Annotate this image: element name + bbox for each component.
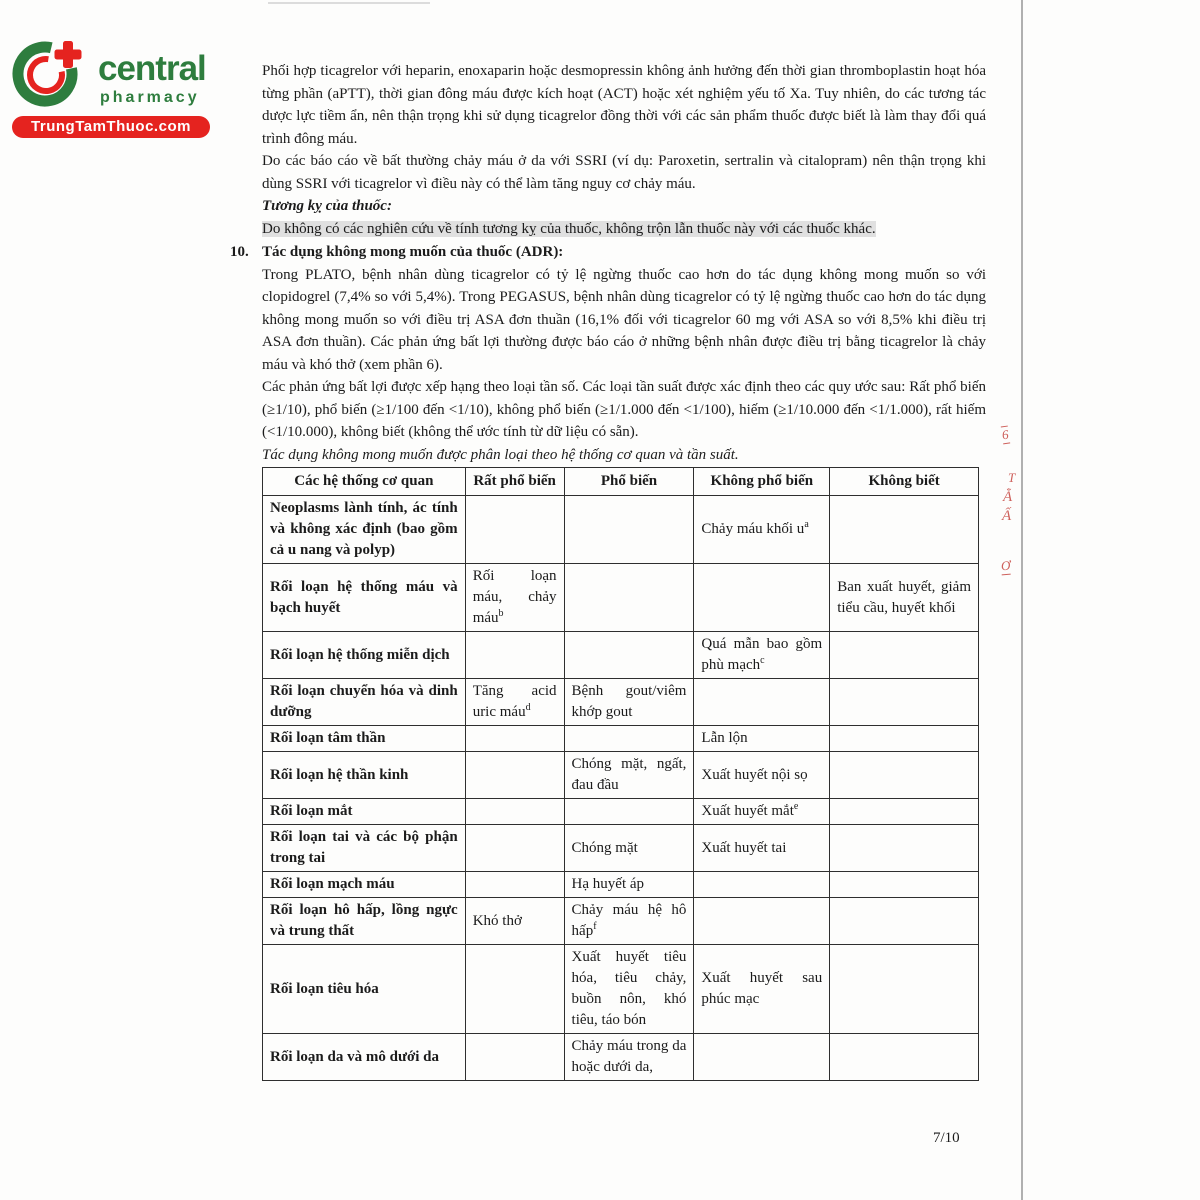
central-pharmacy-logo xyxy=(12,34,222,144)
table-cell: Lẫn lộn xyxy=(694,726,830,752)
organ-system-cell: Rối loạn chuyển hóa và dinh dưỡng xyxy=(263,679,466,726)
adr-frequency-table xyxy=(262,467,979,1081)
table-cell: Bệnh gout/viêm khớp gout xyxy=(564,679,694,726)
table-cell xyxy=(564,799,694,825)
organ-system-cell: Rối loạn hệ thống máu và bạch huyết xyxy=(263,564,466,632)
organ-system-cell: Rối loạn tiêu hóa xyxy=(263,945,466,1034)
table-cell xyxy=(465,825,564,872)
table-cell xyxy=(830,898,979,945)
table-cell xyxy=(465,872,564,898)
organ-system-cell: Neoplasms lành tính, ác tính và không xác định (bao gồm cả u nang và polyp) xyxy=(263,496,466,564)
table-cell xyxy=(694,898,830,945)
table-row xyxy=(263,496,979,564)
table-cell: Rối loạn máu, chảy máu$^b$ xyxy=(465,564,564,632)
pharmacy-c-plus-icon xyxy=(12,36,92,112)
table-cell: Xuất huyết nội sọ xyxy=(694,752,830,799)
organ-system-cell: Rối loạn mạch máu xyxy=(263,872,466,898)
table-cell: Xuất huyết tiêu hóa, tiêu chảy, buồn nôn, khó tiêu, táo bón xyxy=(564,945,694,1034)
table-cell: Chảy máu khối $u^a$ xyxy=(694,496,830,564)
table-cell: Khó thở xyxy=(465,898,564,945)
organ-system-cell: Rối loạn hô hấp, lồng ngực và trung thất xyxy=(263,898,466,945)
logo-site-banner: TrungTamThuoc.com xyxy=(12,116,210,138)
table-row xyxy=(263,726,979,752)
table-row xyxy=(263,945,979,1034)
margin-red-fragment: Ơ xyxy=(1000,557,1011,574)
paragraph-frequency-definitions: Các phản ứng bất lợi được xếp hạng theo loại tần số. Các loại tần suất được xác định theo các quy ước sau: Rất phổ biến (≥1/10), phổ biến (≥1/100 đến <1/10), không phổ biến (≥1/1.000 đến <1/100), hiếm (≥1/10.000 đến <1/1.000), rất hiếm (<1/10.000), không biết (không thể ước tính từ dữ liệu có sẵn). xyxy=(262,379,986,440)
organ-system-cell: Rối loạn hệ thống miễn dịch xyxy=(263,632,466,679)
table-cell xyxy=(465,1034,564,1081)
table-row xyxy=(263,825,979,872)
table-header-cell: Không biết xyxy=(830,468,979,496)
table-row xyxy=(263,799,979,825)
incompatibility-text xyxy=(262,218,986,241)
adr-table-header xyxy=(263,468,979,496)
paragraph-interaction-coagulation: Phối hợp ticagrelor với heparin, enoxaparin hoặc desmopressin không ảnh hưởng đến thời gian thromboplastin hoạt hóa từng phần (aPTT), thời gian đông máu được kích hoạt (ACT) hoặc xét nghiệm yếu tố Xa. Tuy nhiên, do các tương tác dược lực tiềm ẩn, nên thận trọng khi sử dụng ticagrelor đồng thời với các sản phẩm thuốc được biết là làm thay đổi quá trình đông máu. xyxy=(262,63,986,147)
table-row xyxy=(263,898,979,945)
table-cell xyxy=(830,825,979,872)
table-row xyxy=(263,632,979,679)
document-body xyxy=(230,60,986,1081)
table-row xyxy=(263,1034,979,1081)
table-cell xyxy=(564,632,694,679)
margin-red-fragment: 6 xyxy=(1000,426,1010,443)
margin-red-fragment: Ấ xyxy=(1002,508,1012,524)
adr-table-body xyxy=(263,496,979,1081)
table-cell xyxy=(564,726,694,752)
page-number: 7/10 xyxy=(933,1130,960,1146)
table-cell xyxy=(465,726,564,752)
table-cell xyxy=(694,1034,830,1081)
section-10-heading xyxy=(230,241,986,264)
table-row xyxy=(263,564,979,632)
table-cell: Chóng mặt, ngất, đau đầu xyxy=(564,752,694,799)
table-cell: Ban xuất huyết, giảm tiểu cầu, huyết khối xyxy=(830,564,979,632)
table-cell xyxy=(694,679,830,726)
table-cell xyxy=(830,752,979,799)
table-cell xyxy=(564,496,694,564)
table-row xyxy=(263,679,979,726)
logo-brand-subtext: pharmacy xyxy=(100,89,200,106)
table-cell xyxy=(830,679,979,726)
incompatibility-heading: Tương kỵ của thuốc: xyxy=(262,198,392,214)
table-cell xyxy=(830,632,979,679)
margin-red-fragment: T xyxy=(1008,470,1016,485)
table-cell xyxy=(564,564,694,632)
paragraph-ssri-warning: Do các báo cáo về bất thường chảy máu ở da với SSRI (ví dụ: Paroxetin, sertralin và citalopram) nên thận trọng khi dùng SSRI với ticagrelor vì điều này có thể làm tăng nguy cơ chảy máu. xyxy=(262,153,986,192)
table-header-cell: Phổ biến xyxy=(564,468,694,496)
table-cell xyxy=(465,632,564,679)
table-cell xyxy=(830,1034,979,1081)
table-cell xyxy=(465,799,564,825)
paragraph-plato-pegasus: Trong PLATO, bệnh nhân dùng ticagrelor có tỷ lệ ngừng thuốc cao hơn do tác dụng không mong muốn so với clopidogrel (7,4% so với 5,4%). Trong PEGASUS, bệnh nhân dùng ticagrelor có tỷ lệ ngừng thuốc cao hơn do tác dụng không mong muốn so với điều trị ASA đơn thuần (16,1% đối với ticagrelor 60 mg với ASA so với 8,5% khi điều trị ASA đơn thuần). Các phản ứng bất lợi thường được báo cáo ở những bệnh nhân được điều trị bằng ticagrelor là chảy máu và khó thở (xem phần 6). xyxy=(262,266,986,373)
table-cell: Chảy máu hệ hô hấp$^f$ xyxy=(564,898,694,945)
table-cell xyxy=(694,564,830,632)
table-cell xyxy=(465,752,564,799)
table-header-cell: Không phổ biến xyxy=(694,468,830,496)
logo-brand-text: central xyxy=(98,49,206,88)
table-cell: Chóng mặt xyxy=(564,825,694,872)
table-cell xyxy=(694,872,830,898)
organ-system-cell: Rối loạn mắt xyxy=(263,799,466,825)
table-header-cell: Các hệ thống cơ quan xyxy=(263,468,466,496)
table-cell xyxy=(465,945,564,1034)
organ-system-cell: Rối loạn tai và các bộ phận trong tai xyxy=(263,825,466,872)
table-cell xyxy=(465,496,564,564)
section-title: Tác dụng không mong muốn của thuốc (ADR): xyxy=(262,244,564,260)
organ-system-cell: Rối loạn hệ thần kinh xyxy=(263,752,466,799)
table-cell: Xuất huyết sau phúc mạc xyxy=(694,945,830,1034)
organ-system-cell: Rối loạn da và mô dưới da xyxy=(263,1034,466,1081)
table-cell: Chảy máu trong da hoặc dưới da, xyxy=(564,1034,694,1081)
table-cell: Tăng acid uric máu$^d$ xyxy=(465,679,564,726)
table-row xyxy=(263,752,979,799)
section-number: 10. xyxy=(230,244,249,260)
table-cell xyxy=(830,872,979,898)
table-cell: Xuất huyết mắt$^e$ xyxy=(694,799,830,825)
table-cell: Xuất huyết tai xyxy=(694,825,830,872)
table-cell xyxy=(830,496,979,564)
scan-artifact-line xyxy=(268,2,430,4)
page-edge-line xyxy=(1021,0,1023,1200)
organ-system-cell: Rối loạn tâm thần xyxy=(263,726,466,752)
highlighted-text: Do không có các nghiên cứu về tính tương kỵ của thuốc, không trộn lẫn thuốc này với các thuốc khác. xyxy=(262,220,876,237)
margin-red-fragment: Ằ xyxy=(1003,489,1013,505)
table-cell xyxy=(830,726,979,752)
table-caption: Tác dụng không mong muốn được phân loại theo hệ thống cơ quan và tần suất. xyxy=(262,446,739,463)
table-cell xyxy=(830,945,979,1034)
table-header-cell: Rất phổ biến xyxy=(465,468,564,496)
table-cell: Hạ huyết áp xyxy=(564,872,694,898)
table-cell xyxy=(830,799,979,825)
table-row xyxy=(263,872,979,898)
table-cell: Quá mẫn bao gồm phù mạch$^c$ xyxy=(694,632,830,679)
